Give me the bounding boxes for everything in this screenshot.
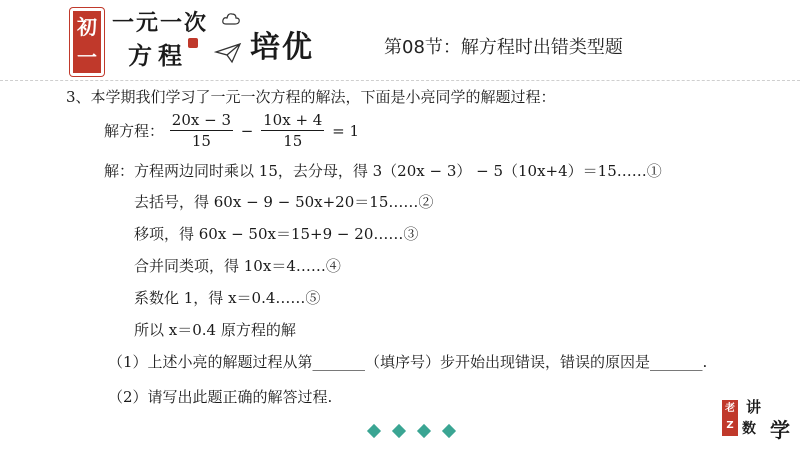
fraction-1-numerator: 20x − 3: [171, 111, 231, 129]
fraction-2-denominator: 15: [283, 132, 303, 150]
solution-step-1: 解：方程两边同时乘以 15，去分母，得 3（20x − 3） − 5（10x+4）＝15……①: [104, 162, 662, 180]
indicator-dot: [367, 424, 381, 438]
section-title: 第08节：解方程时出错类型题: [384, 37, 623, 58]
indicator-dot: [392, 424, 406, 438]
series-title-line1: 一元一次: [112, 11, 209, 36]
logo-text-right: 学: [770, 418, 790, 442]
grade-badge: [70, 8, 104, 76]
logo-stamp-top: 老: [725, 403, 735, 414]
solution-step-3: 移项，得 60x − 50x＝15+9 − 20……③: [134, 225, 419, 243]
fraction-2-numerator: 10x + 4: [263, 111, 323, 129]
solution-step-5: 系数化 1，得 x＝0.4……⑤: [134, 289, 321, 307]
seal-icon: [188, 38, 198, 48]
grade-badge-char1: 初: [77, 15, 97, 39]
equation: [104, 110, 361, 151]
problem-intro: 3、本学期我们学习了一元一次方程的解法，下面是小亮同学的解题过程：: [66, 88, 556, 106]
solution-step-4: 合并同类项，得 10x＝4……④: [134, 257, 341, 275]
indicator-dot: [442, 424, 456, 438]
indicator-dot: [417, 424, 431, 438]
header: [0, 0, 800, 84]
solution-step-2: 去括号，得 60x − 9 − 50x+20＝15……②: [134, 193, 434, 211]
logo-text-mid: 数: [742, 421, 756, 437]
logo-stamp-bottom: Z: [726, 420, 734, 431]
channel-logo: [718, 396, 798, 446]
logo-text-top: 讲: [746, 398, 762, 416]
series-title-line3: 培优: [250, 30, 314, 65]
minus-sign: −: [240, 121, 254, 140]
cloud-icon: [222, 12, 240, 26]
series-title-line2: 方程: [128, 42, 188, 70]
question-1: （1）上述小亮的解题过程从第_______（填序号）步开始出现错误，错误的原因是_______.: [108, 353, 708, 371]
question-2: （2）请写出此题正确的解答过程.: [108, 388, 333, 406]
equation-label: 解方程：: [104, 122, 165, 140]
fraction-1-denominator: 15: [191, 132, 211, 150]
logo-stamp: [722, 400, 738, 436]
page-indicator: [364, 421, 459, 440]
grade-badge-char2: 一: [77, 45, 97, 69]
equals-rhs: = 1: [332, 121, 360, 140]
paper-plane-icon: [214, 42, 242, 64]
header-divider: [0, 80, 800, 81]
fraction-2: [261, 110, 324, 151]
solution-conclusion: 所以 x＝0.4 原方程的解: [134, 321, 296, 339]
fraction-1: [170, 110, 233, 151]
